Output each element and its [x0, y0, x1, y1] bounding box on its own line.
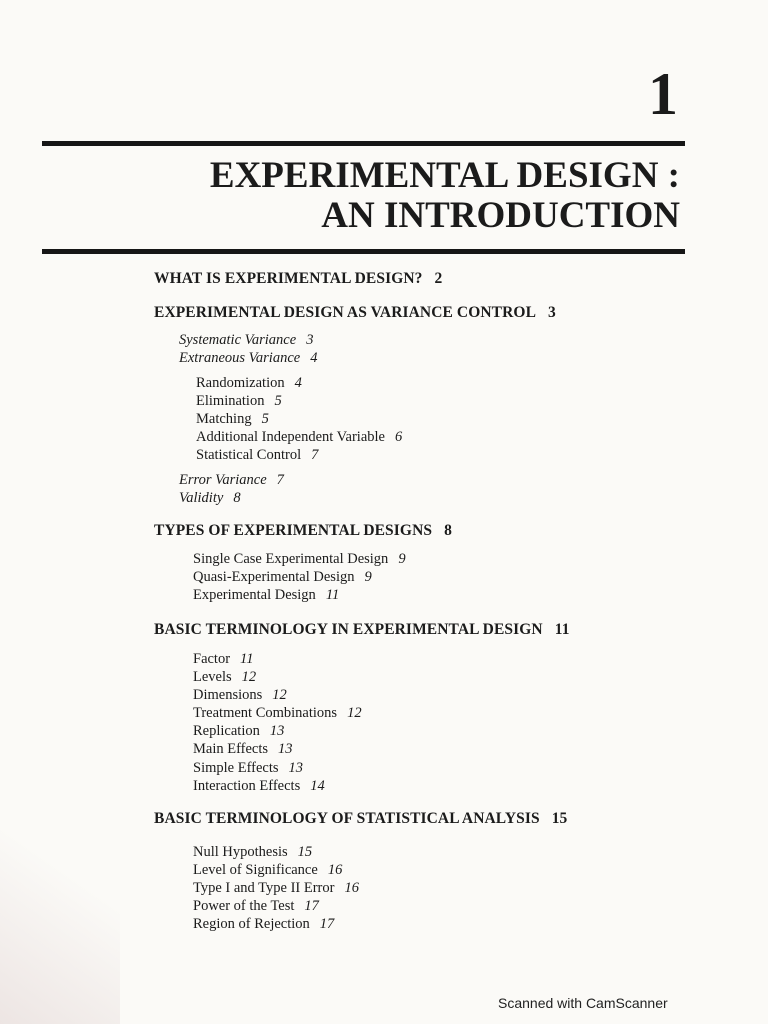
toc-entry-title: Matching [196, 411, 252, 427]
toc-entry-title: Elimination [196, 393, 265, 409]
page-stain [0, 824, 120, 1024]
toc-entry [196, 412, 269, 427]
toc-entry-title: Interaction Effects [193, 778, 301, 794]
chapter-title-line-1: EXPERIMENTAL DESIGN : [209, 155, 680, 196]
toc-entry [193, 552, 406, 567]
toc-entry [193, 863, 342, 878]
toc-entry-title: TYPES OF EXPERIMENTAL DESIGNS [154, 522, 433, 539]
toc-entry-page: 17 [319, 916, 335, 932]
toc-entry-title: Simple Effects [193, 760, 279, 776]
toc-entry-title: Power of the Test [193, 898, 295, 914]
toc-entry-page: 15 [297, 844, 313, 860]
toc-entry [193, 917, 334, 932]
toc-entry-page: 2 [434, 270, 443, 287]
toc-entry-title: Systematic Variance [179, 332, 297, 348]
bottom-rule [42, 249, 685, 254]
toc-entry [179, 491, 241, 506]
toc-entry [179, 473, 284, 488]
toc-entry-title: Error Variance [179, 472, 267, 488]
toc-entry-page: 9 [364, 569, 372, 585]
toc-entry-page: 17 [304, 898, 319, 914]
toc-entry-page: 11 [325, 587, 340, 603]
toc-entry-title: Replication [193, 723, 260, 739]
toc-entry-page: 12 [272, 687, 287, 703]
toc-entry-page: 7 [311, 447, 319, 463]
toc-entry [196, 448, 318, 463]
toc-entry [193, 652, 253, 667]
toc-entry [193, 706, 362, 721]
toc-entry [154, 271, 442, 287]
toc-entry-page: 8 [444, 522, 452, 539]
toc-entry-title: Dimensions [193, 687, 263, 703]
toc-entry-page: 13 [269, 723, 285, 739]
toc-entry-title: Null Hypothesis [193, 844, 288, 860]
toc-entry-title: Randomization [196, 375, 285, 391]
toc-entry-title: Factor [193, 651, 231, 667]
toc-entry-title: WHAT IS EXPERIMENTAL DESIGN? [154, 270, 423, 287]
toc-entry-page: 11 [240, 651, 254, 667]
toc-entry-page: 15 [551, 810, 568, 827]
toc-entry [154, 811, 567, 827]
toc-entry-title: BASIC TERMINOLOGY OF STATISTICAL ANALYSIS [154, 810, 540, 827]
toc-entry-page: 13 [278, 741, 293, 757]
toc-entry [193, 724, 284, 739]
chapter-title-line-2: AN INTRODUCTION [321, 195, 680, 236]
toc-entry-page: 12 [347, 705, 362, 721]
toc-entry-page: 16 [344, 880, 359, 896]
toc-entry-title: Experimental Design [193, 587, 316, 603]
toc-entry-page: 9 [398, 551, 406, 567]
toc-entry-title: Main Effects [193, 741, 269, 757]
toc-entry [179, 333, 313, 348]
toc-entry-page: 13 [288, 760, 304, 776]
toc-entry-page: 5 [261, 411, 269, 427]
toc-entry [193, 588, 339, 603]
toc-entry [193, 899, 319, 914]
toc-entry [193, 845, 312, 860]
toc-entry [154, 523, 452, 539]
toc-entry-page: 5 [274, 393, 282, 409]
toc-entry-title: Treatment Combinations [193, 705, 338, 721]
toc-entry [193, 761, 303, 776]
toc-entry-title: EXPERIMENTAL DESIGN AS VARIANCE CONTROL [154, 304, 537, 321]
toc-entry [196, 394, 282, 409]
toc-entry-page: 7 [276, 472, 284, 488]
toc-entry-title: Single Case Experimental Design [193, 551, 389, 567]
toc-entry-title: Type I and Type II Error [193, 880, 335, 896]
toc-entry-title: Statistical Control [196, 447, 302, 463]
toc-entry-title: Level of Significance [193, 862, 318, 878]
toc-entry [193, 688, 287, 703]
toc-entry [193, 570, 372, 585]
toc-entry-page: 3 [306, 332, 314, 348]
toc-entry-page: 6 [394, 429, 403, 445]
toc-entry-page: 14 [310, 778, 325, 794]
toc-entry-page: 8 [233, 490, 241, 506]
toc-entry-page: 4 [310, 350, 318, 366]
chapter-title [150, 156, 680, 236]
toc-entry [154, 622, 570, 638]
toc-entry [179, 351, 317, 366]
chapter-number: 1 [648, 61, 678, 127]
scanner-watermark: Scanned with CamScanner [498, 995, 668, 1011]
toc-entry-title: Region of Rejection [193, 916, 310, 932]
toc-entry-title: Validity [179, 490, 224, 506]
toc-entry-page: 4 [294, 375, 302, 391]
top-rule [42, 141, 685, 146]
toc-entry-title: Quasi-Experimental Design [193, 569, 355, 585]
toc-entry-title: Additional Independent Variable [196, 429, 385, 445]
toc-entry [193, 881, 359, 896]
toc-entry [193, 670, 256, 685]
toc-entry [196, 430, 402, 445]
toc-entry [193, 779, 325, 794]
toc-entry-page: 3 [548, 304, 556, 321]
toc-entry [193, 742, 293, 757]
toc-entry-title: BASIC TERMINOLOGY IN EXPERIMENTAL DESIGN [154, 621, 543, 638]
toc-entry-page: 16 [327, 862, 343, 878]
toc-entry-title: Levels [193, 669, 232, 685]
toc-entry-page: 12 [241, 669, 257, 685]
toc-entry [196, 376, 302, 391]
toc-entry [154, 305, 556, 321]
toc-entry-title: Extraneous Variance [179, 350, 301, 366]
toc-entry-page: 11 [554, 621, 570, 638]
